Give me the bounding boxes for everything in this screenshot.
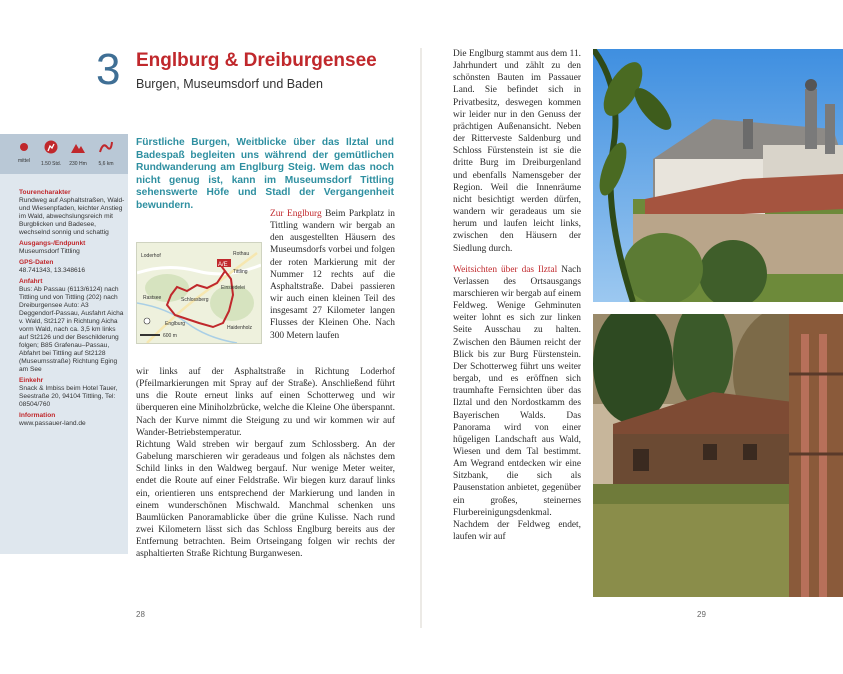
chapter-title: Englburg & Dreiburgensee (136, 50, 377, 71)
map-place-label: Haidenholz (227, 325, 253, 331)
map-place-label: Rastsee (143, 295, 162, 301)
body-column-top (270, 208, 395, 342)
stat-distance: 5,6 km (96, 140, 116, 167)
map-scale: 600 m (163, 333, 177, 339)
body-text: Nach Verlassen des Ortsausgangs marschieren wir bergab auf einem Feldweg. Wenige Gehminuten weiter lohnt es sich zur linken Seite Ausschau zu halten. Zwischen den Bäumen reicht der Blick bis zur Burg Fürstenstein. Der Schotterweg führt uns weiter bergab, und es eröffnen sich traumhafte Fernsichten über das Ilztal und den Nordostkamm des Bayerischen Walds. Das Panorama wird von einer hügeligen Landschaft aus Wald, Wiesen und dem Tal bestimmt. Am Wegrand entdecken wir eine Sitzbank, die sich als Pausenstation anbietet, gegenüber ein großes, steinernes Flurbereinigungsdenkmal. Nachdem der Feldweg endet, laufen wir auf (453, 264, 582, 543)
page-gutter (420, 48, 422, 628)
sidebar-text: Museumsdorf Tittling (19, 248, 80, 255)
sidebar-heading: GPS-Daten (19, 259, 54, 266)
sidebar-heading: Einkehr (19, 377, 44, 384)
chapter-subtitle: Burgen, Museumsdorf und Baden (136, 77, 323, 91)
sidebar-text: Bus: Ab Passau (6113/6124) nach Tittling und von Tittling (202) nach Dreiburgensee Auto: A3 Deggendorf-Passau, Ausfahrt Aicha v. Wald, St2127 in Richtung Aicha vorm Wald, nach ca. 3,5 km links auf St2126 und der Beschilderung folgen; B85 Grafenau–Passau, Abfahrt bei Tittling auf St2128 (Museumsstraße) Richtung Eging am See (19, 286, 124, 373)
map-place-label: Englburg (165, 321, 186, 327)
body-column-bottom (136, 366, 395, 561)
tour-stats (10, 140, 124, 174)
map-badge-label: A/E (218, 262, 228, 268)
sidebar-text: Snack & Imbiss beim Hotel Tauer, Seestraße 20, 94104 Tittling, Tel: 08504/760 (19, 385, 118, 408)
map-place-label: Schlossberg (181, 297, 209, 303)
map-place-label: Rothau (233, 251, 250, 257)
body-text: Beim Parkplatz in Tittling wandern wir bergab an den ausgestellten Häusern des Museumsdorfs vorbei und folgen der roten Markierung mit der Nummer 12 rechts auf die Asphaltstraße. Dabei passieren wir auch einen kleinen Teil des insgesamt 27 Kilometer langen Flusses der Kleinen Ohe. Nach 300 Metern laufen (270, 209, 395, 341)
route-map (136, 242, 262, 344)
body-text: Richtung Wald streben wir bergauf zum Schlossberg. An der Gabelung marschieren wir geradeaus und folgen als nächstes dem Schild links in den Waldweg bergauf. Nur wenige Meter weiter, endet die Route auf einer Feldstraße. Wir biegen kurz darauf links ein, orientieren uns entsprechend der Markierung und landen in einem wunderschönen Mischwald. Manchmal schenken uns Baumlücken Panoramablicke über die grüne Kulisse. Nach rund zwei Kilometern lässt sich das Schloss Englburg bereits aus der Entfernung betrachten. Beim Ortseingang folgen wir rechts der asphaltierten Straße Richtung Burganwesen. (136, 439, 395, 560)
sidebar-heading: Tourencharakter (19, 189, 71, 196)
farmhouse-photo (593, 314, 843, 597)
stat-difficulty: mittel (14, 140, 34, 164)
map-place-label: Tittling (233, 269, 248, 275)
castle-photo (593, 49, 843, 302)
stat-duration: 1.50 Std. (41, 140, 61, 167)
page-number-right: 29 (697, 610, 706, 619)
hiking-duration-icon (41, 140, 61, 158)
sidebar-text: Rundweg auf Asphaltstraßen, Wald- und Wiesenpfaden, leichter Anstieg im Wald, abwechslungsreich mit Burgblicken und Badesee, wechselnd sonnig und schattig (19, 197, 125, 236)
chapter-number: 3 (96, 45, 121, 94)
body-text: wir links auf der Asphaltstraße in Richtung Loderhof (Pfeilmarkierungen mit Spray auf der Straße). Anschließend führt uns die Route erneut links auf einen Schotterweg und wir überqueren eine Miniholzbrücke, welche die Kleine Ohe überspannt. Nach der Kurve nimmt die Steigung zu und wir kommen wir auf Wander-Betriebstemperatur. (136, 367, 395, 438)
distance-icon (96, 140, 116, 158)
compass-icon (144, 318, 150, 324)
sidebar-text: 48.741343, 13.348616 (19, 267, 86, 274)
sidebar-details (19, 186, 125, 428)
body-text: Die Englburg stammt aus dem 11. Jahrhundert und zählt zu den schönsten Bauten im Passauer Land. Sie befindet sich in Privatbesitz, deswegen kommen wir leider nur in den Genuss der prächtigen Außenansicht. Neben der Ritterveste Saldenburg und Schloss Fürstenstein ist sie die dritte Burg im Dreiburgenland und ebenfalls Namensgeber der Region. Weil die Innenräume nicht besichtigt werden dürfen, wandern wir geradeaus um sie herum und laufen leicht links, zwischen den Häusern der Siedlung durch. (453, 49, 581, 254)
sidebar-heading: Anfahrt (19, 278, 43, 285)
sidebar-text: www.passauer-land.de (19, 420, 86, 427)
section-label: Weitsichten über das Ilztal (453, 264, 558, 275)
intro-paragraph: Fürstliche Burgen, Weitblicke über das Ilztal und Badespaß begleiten uns während der gemütlichen Rundwanderung am Englburg Steig. Wem das noch nicht genug ist, kann im Museumsdorf Tittling sehenswerte Höfe und Stadl der Vergangenheit bewundern. (136, 137, 394, 211)
stat-elevation: 230 Hm (68, 140, 88, 167)
section-label: Zur Englburg (270, 209, 322, 219)
sidebar-heading: Information (19, 412, 56, 419)
elevation-icon (68, 140, 88, 158)
map-place-label: Einsiedelei (221, 285, 246, 291)
map-place-label: Loderhof (141, 253, 161, 259)
page-number-left: 28 (136, 610, 145, 619)
sidebar-heading: Ausgangs-/Endpunkt (19, 240, 86, 247)
difficulty-dot-icon (14, 140, 34, 155)
body-column-right (453, 48, 581, 543)
